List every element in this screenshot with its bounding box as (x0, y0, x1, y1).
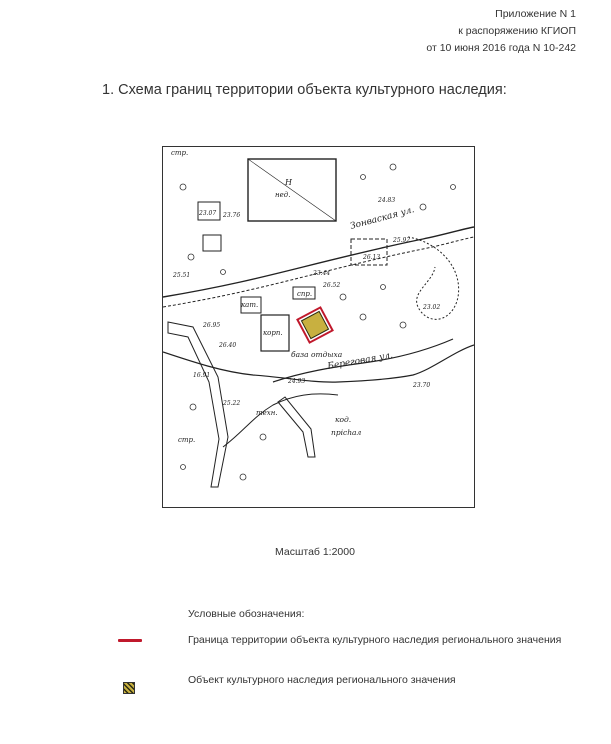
road-upper (163, 227, 474, 297)
label-street-zelv: Зонваская ул. (349, 205, 416, 232)
label-n1: Н (285, 178, 292, 187)
label-baza: база отдыха (291, 350, 343, 359)
elev-15: 24.83 (378, 197, 396, 204)
header-line-3: от 10 июня 2016 года N 10-242 (426, 42, 576, 54)
elev-12: 16.91 (193, 372, 211, 379)
elev-7: 24.93 (288, 378, 306, 385)
header-line-1: Приложение N 1 (495, 8, 576, 20)
map-scale: Масштаб 1:2000 (275, 546, 355, 558)
legend-item-object: Объект культурного наследия регионального значения (188, 674, 456, 686)
label-korp: корп. (263, 329, 283, 337)
elev-8: 23.76 (223, 212, 241, 219)
elev-5: 26.95 (203, 322, 221, 329)
shoreline (223, 394, 338, 447)
legend-title: Условные обозначения: (188, 608, 305, 620)
header-line-2: к распоряжению КГИОП (458, 25, 576, 37)
boundary-map (162, 146, 475, 508)
label-kod: код. (335, 415, 352, 424)
elev-4: 25.92 (393, 237, 411, 244)
elev-2: 23.44 (313, 270, 331, 277)
label-str-1: стр. (178, 436, 196, 444)
elev-3: 26.13 (363, 254, 381, 261)
elev-13: 26.52 (323, 282, 341, 289)
label-prichal: прichал (331, 428, 362, 437)
boundary-line-icon (118, 639, 142, 642)
elevation-labels (172, 197, 440, 407)
building-top-diag (248, 159, 336, 221)
elev-6: 23.02 (423, 304, 441, 311)
label-street-beregovaya: Береговая ул. (326, 350, 394, 372)
elev-1: 25.51 (173, 272, 191, 279)
elev-14: 23.07 (199, 210, 217, 217)
elev-10: 25.22 (223, 400, 241, 407)
label-str-2: стр. (171, 149, 189, 157)
page-title: 1. Схема границ территории объекта культурного наследия: (102, 82, 507, 98)
label-n2: нед. (275, 191, 291, 199)
label-spr: спр. (297, 290, 313, 298)
document-header (426, 6, 576, 57)
label-tech: техн. (256, 409, 278, 417)
elev-9: 26.40 (219, 342, 237, 349)
heritage-object-icon (123, 682, 135, 694)
building-small-2 (203, 235, 221, 251)
elev-11: 23.70 (413, 382, 431, 389)
label-kat: кат. (241, 301, 259, 309)
map-drawing (163, 147, 474, 507)
pier (278, 397, 315, 457)
legend-item-boundary: Граница территории объекта культурного наследия регионального значения (188, 634, 562, 646)
